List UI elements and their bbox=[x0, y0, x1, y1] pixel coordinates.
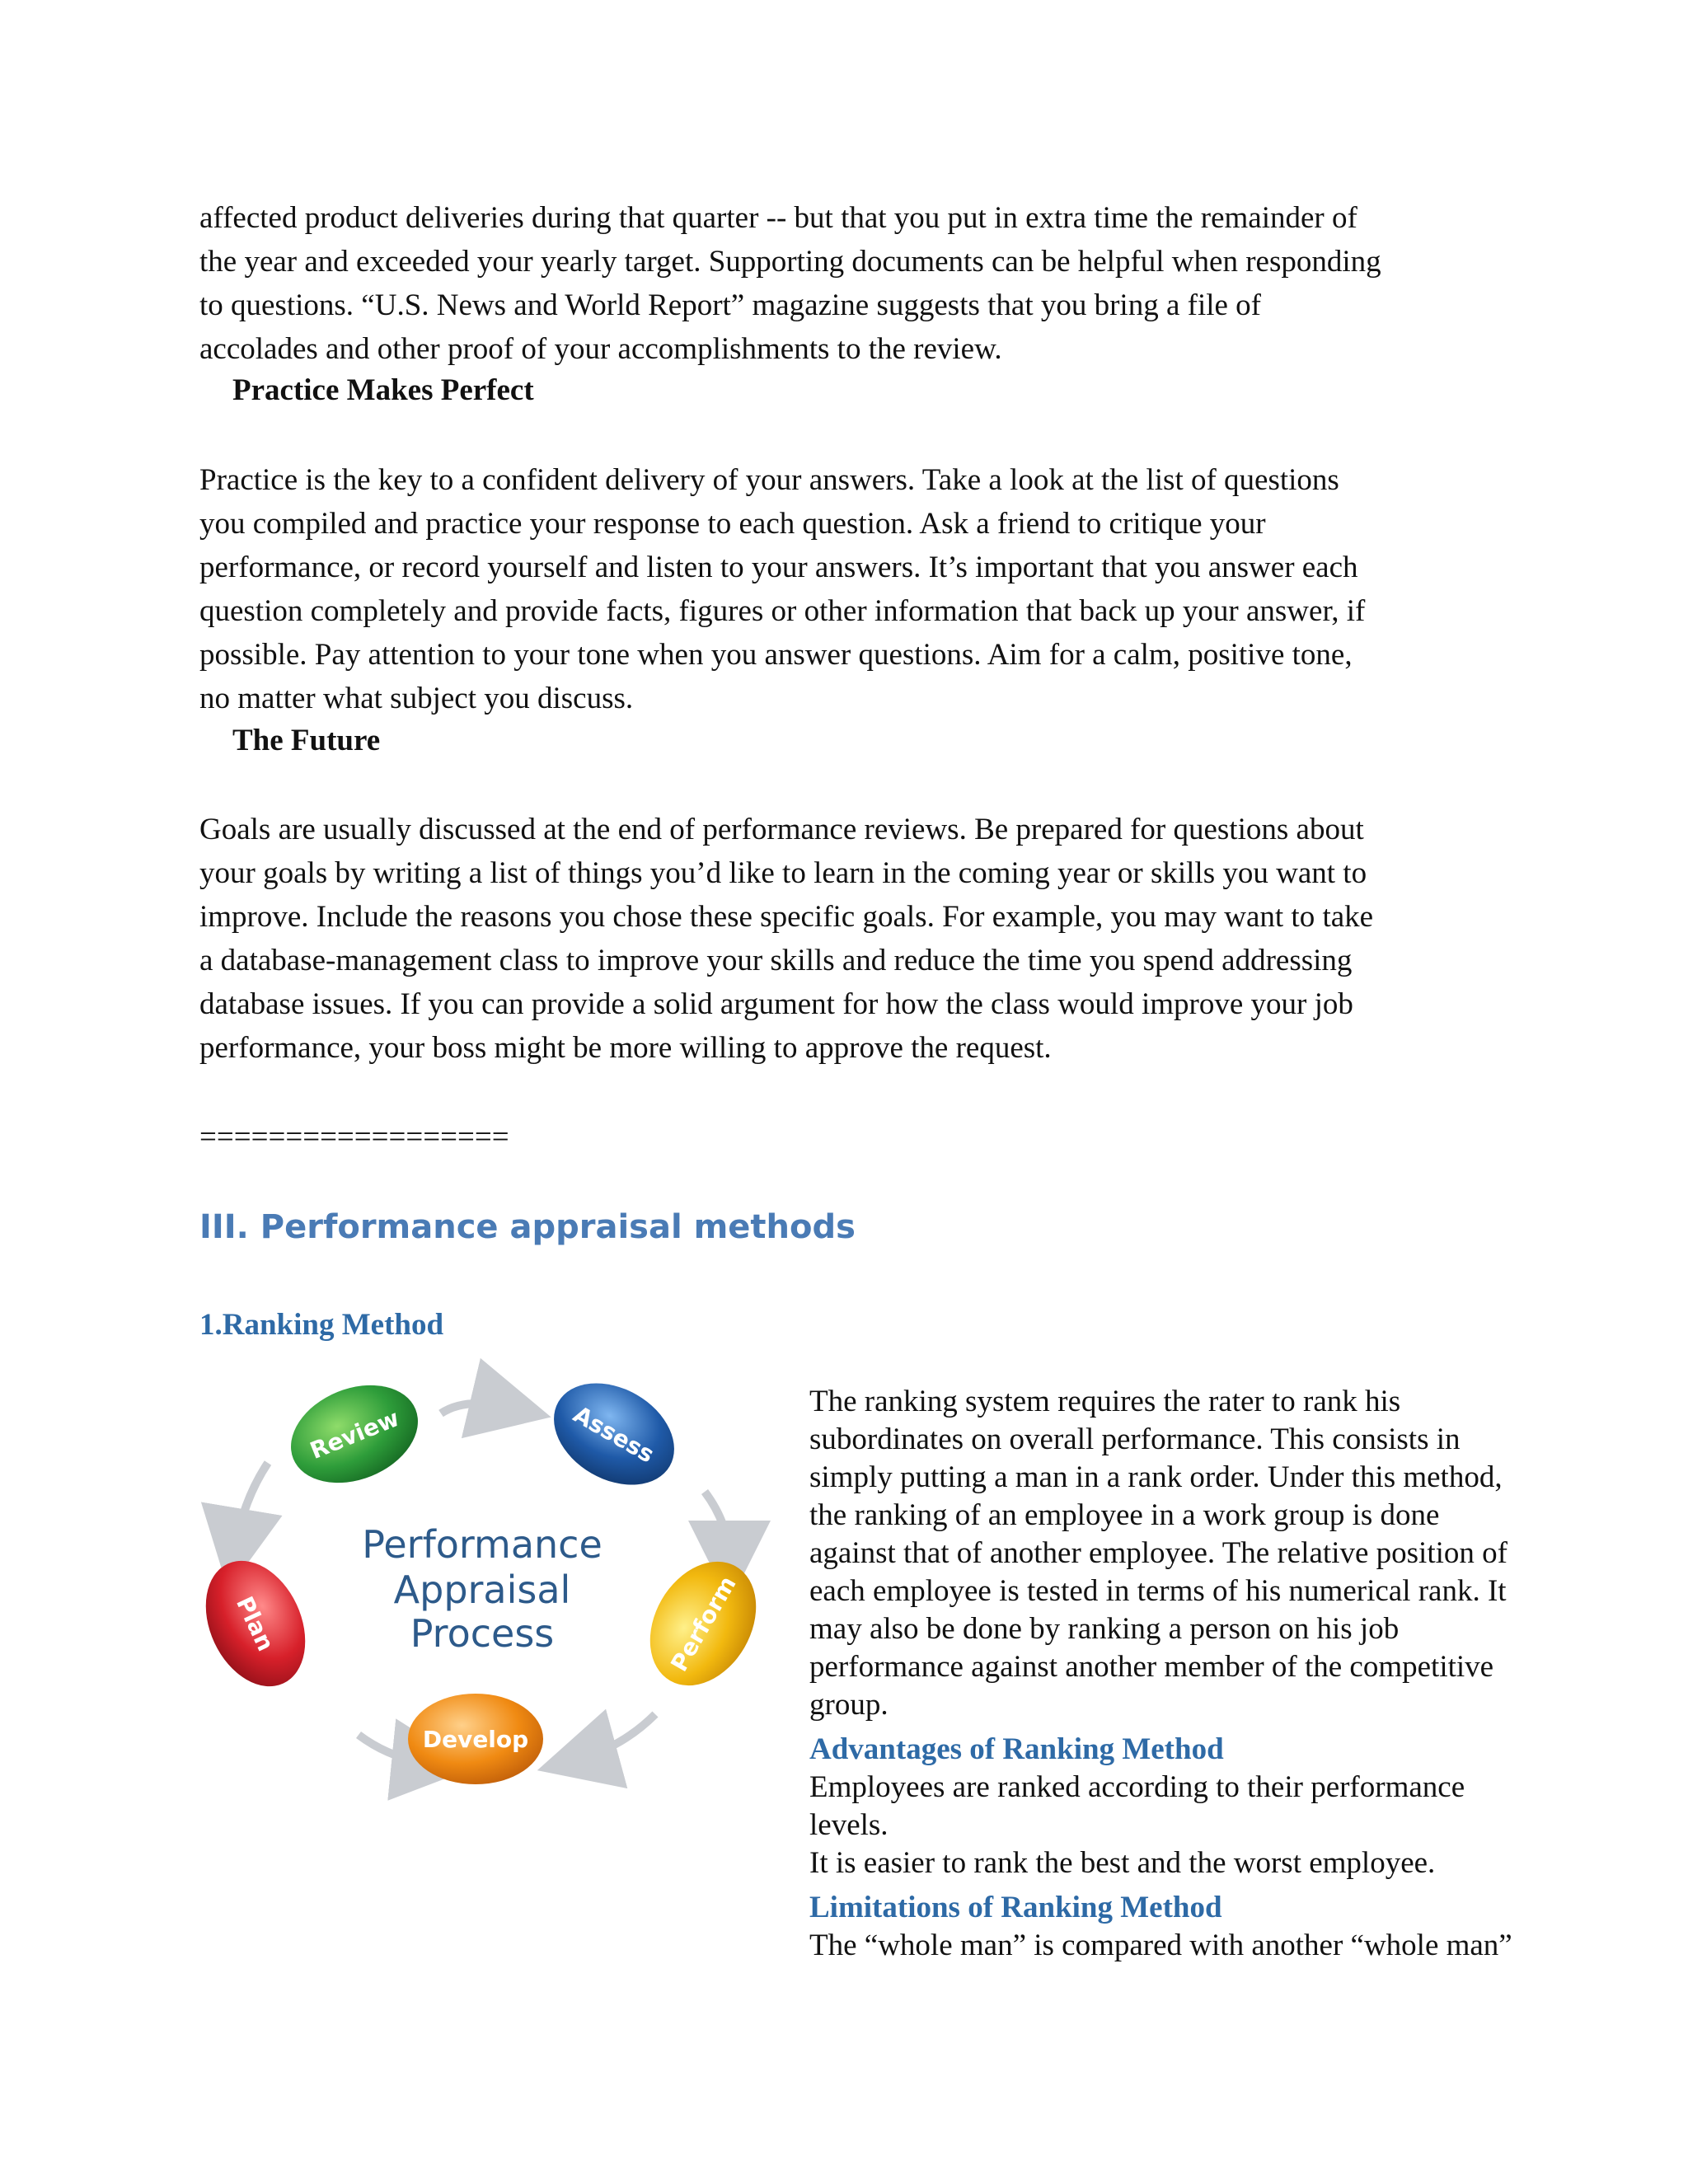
text-line: against that of another employee. The relative position of bbox=[809, 1536, 1507, 1570]
appraisal-cycle-diagram bbox=[194, 1352, 771, 1830]
text-line: simply putting a man in a rank order. Under this method, bbox=[809, 1460, 1503, 1494]
text-line: Goals are usually discussed at the end of performance reviews. Be prepared for questions about bbox=[199, 813, 1364, 846]
text-line: you compiled and practice your response to each question. Ask a friend to critique your bbox=[199, 507, 1266, 541]
step-plan bbox=[194, 1544, 325, 1702]
text-line: the year and exceeded your yearly target. Supporting documents can be helpful when responding bbox=[199, 245, 1381, 279]
step-label: Develop bbox=[422, 1726, 529, 1753]
diagram-center-line: Performance bbox=[362, 1522, 603, 1567]
text-line: subordinates on overall performance. This consists in bbox=[809, 1422, 1461, 1456]
cycle-arrow bbox=[577, 1714, 655, 1760]
text-line: Practice is the key to a confident delivery of your answers. Take a look at the list of questions bbox=[199, 463, 1339, 497]
text-line: no matter what subject you discuss. bbox=[199, 682, 634, 715]
step-label: Plan bbox=[231, 1591, 280, 1656]
limitations-heading: Limitations of Ranking Method bbox=[809, 1891, 1222, 1924]
text-line: possible. Pay attention to your tone when you answer questions. Aim for a calm, positive tone, bbox=[199, 638, 1353, 672]
heading-practice: Practice Makes Perfect bbox=[232, 373, 534, 407]
text-line: accolades and other proof of your accomplishments to the review. bbox=[199, 332, 1002, 366]
text-line: performance against another member of the competitive bbox=[809, 1650, 1494, 1684]
step-perform bbox=[629, 1543, 771, 1705]
step-label: Review bbox=[306, 1404, 403, 1465]
subsection-title: 1.Ranking Method bbox=[199, 1308, 444, 1342]
text-line: The “whole man” is compared with another “whole man” bbox=[809, 1929, 1512, 1962]
text-line: The ranking system requires the rater to rank his bbox=[809, 1385, 1401, 1418]
text-line: may also be done by ranking a person on his job bbox=[809, 1612, 1400, 1646]
paragraph-intro bbox=[199, 196, 1485, 371]
cycle-arrow bbox=[705, 1492, 729, 1562]
diagram-center-line: Appraisal bbox=[393, 1568, 571, 1612]
text-line: group. bbox=[809, 1688, 889, 1722]
text-line: the ranking of an employee in a work group is done bbox=[809, 1498, 1440, 1532]
paragraph-future bbox=[199, 808, 1485, 1070]
text-line: affected product deliveries during that quarter -- but that you put in extra time the remainder of bbox=[199, 201, 1357, 235]
advantages-heading: Advantages of Ranking Method bbox=[809, 1732, 1224, 1766]
text-line: database issues. If you can provide a solid argument for how the class would improve your job bbox=[199, 987, 1353, 1021]
text-line: to questions. “U.S. News and World Report” magazine suggests that you bring a file of bbox=[199, 288, 1262, 322]
separator-line: ================== bbox=[199, 1120, 509, 1154]
cycle-arrow bbox=[441, 1404, 511, 1413]
ranking-method-description bbox=[809, 1383, 1576, 1965]
text-line: performance, your boss might be more willing to approve the request. bbox=[199, 1031, 1052, 1065]
step-label: Perform bbox=[665, 1571, 742, 1676]
text-line: Employees are ranked according to their performance bbox=[809, 1770, 1465, 1804]
step-assess bbox=[536, 1362, 692, 1505]
text-line: It is easier to rank the best and the worst employee. bbox=[809, 1846, 1436, 1880]
paragraph-practice bbox=[199, 458, 1485, 720]
text-line: a database-management class to improve your skills and reduce the time you spend addressing bbox=[199, 944, 1353, 977]
text-line: performance, or record yourself and listen to your answers. It’s important that you answer each bbox=[199, 551, 1358, 584]
step-review bbox=[276, 1367, 433, 1501]
text-line: levels. bbox=[809, 1808, 889, 1842]
section-title: III. Performance appraisal methods bbox=[199, 1208, 856, 1246]
cycle-arrow bbox=[235, 1463, 268, 1549]
text-line: improve. Include the reasons you chose these specific goals. For example, you may want to take bbox=[199, 900, 1374, 934]
text-line: each employee is tested in terms of his numerical rank. It bbox=[809, 1574, 1507, 1608]
diagram-center-line: Process bbox=[410, 1611, 555, 1656]
heading-future: The Future bbox=[232, 724, 381, 757]
step-develop bbox=[408, 1694, 543, 1784]
step-label: Assess bbox=[569, 1400, 659, 1469]
text-line: your goals by writing a list of things you’d like to learn in the coming year or skills you want to bbox=[199, 856, 1367, 890]
text-line: question completely and provide facts, figures or other information that back up your answer, if bbox=[199, 594, 1366, 628]
